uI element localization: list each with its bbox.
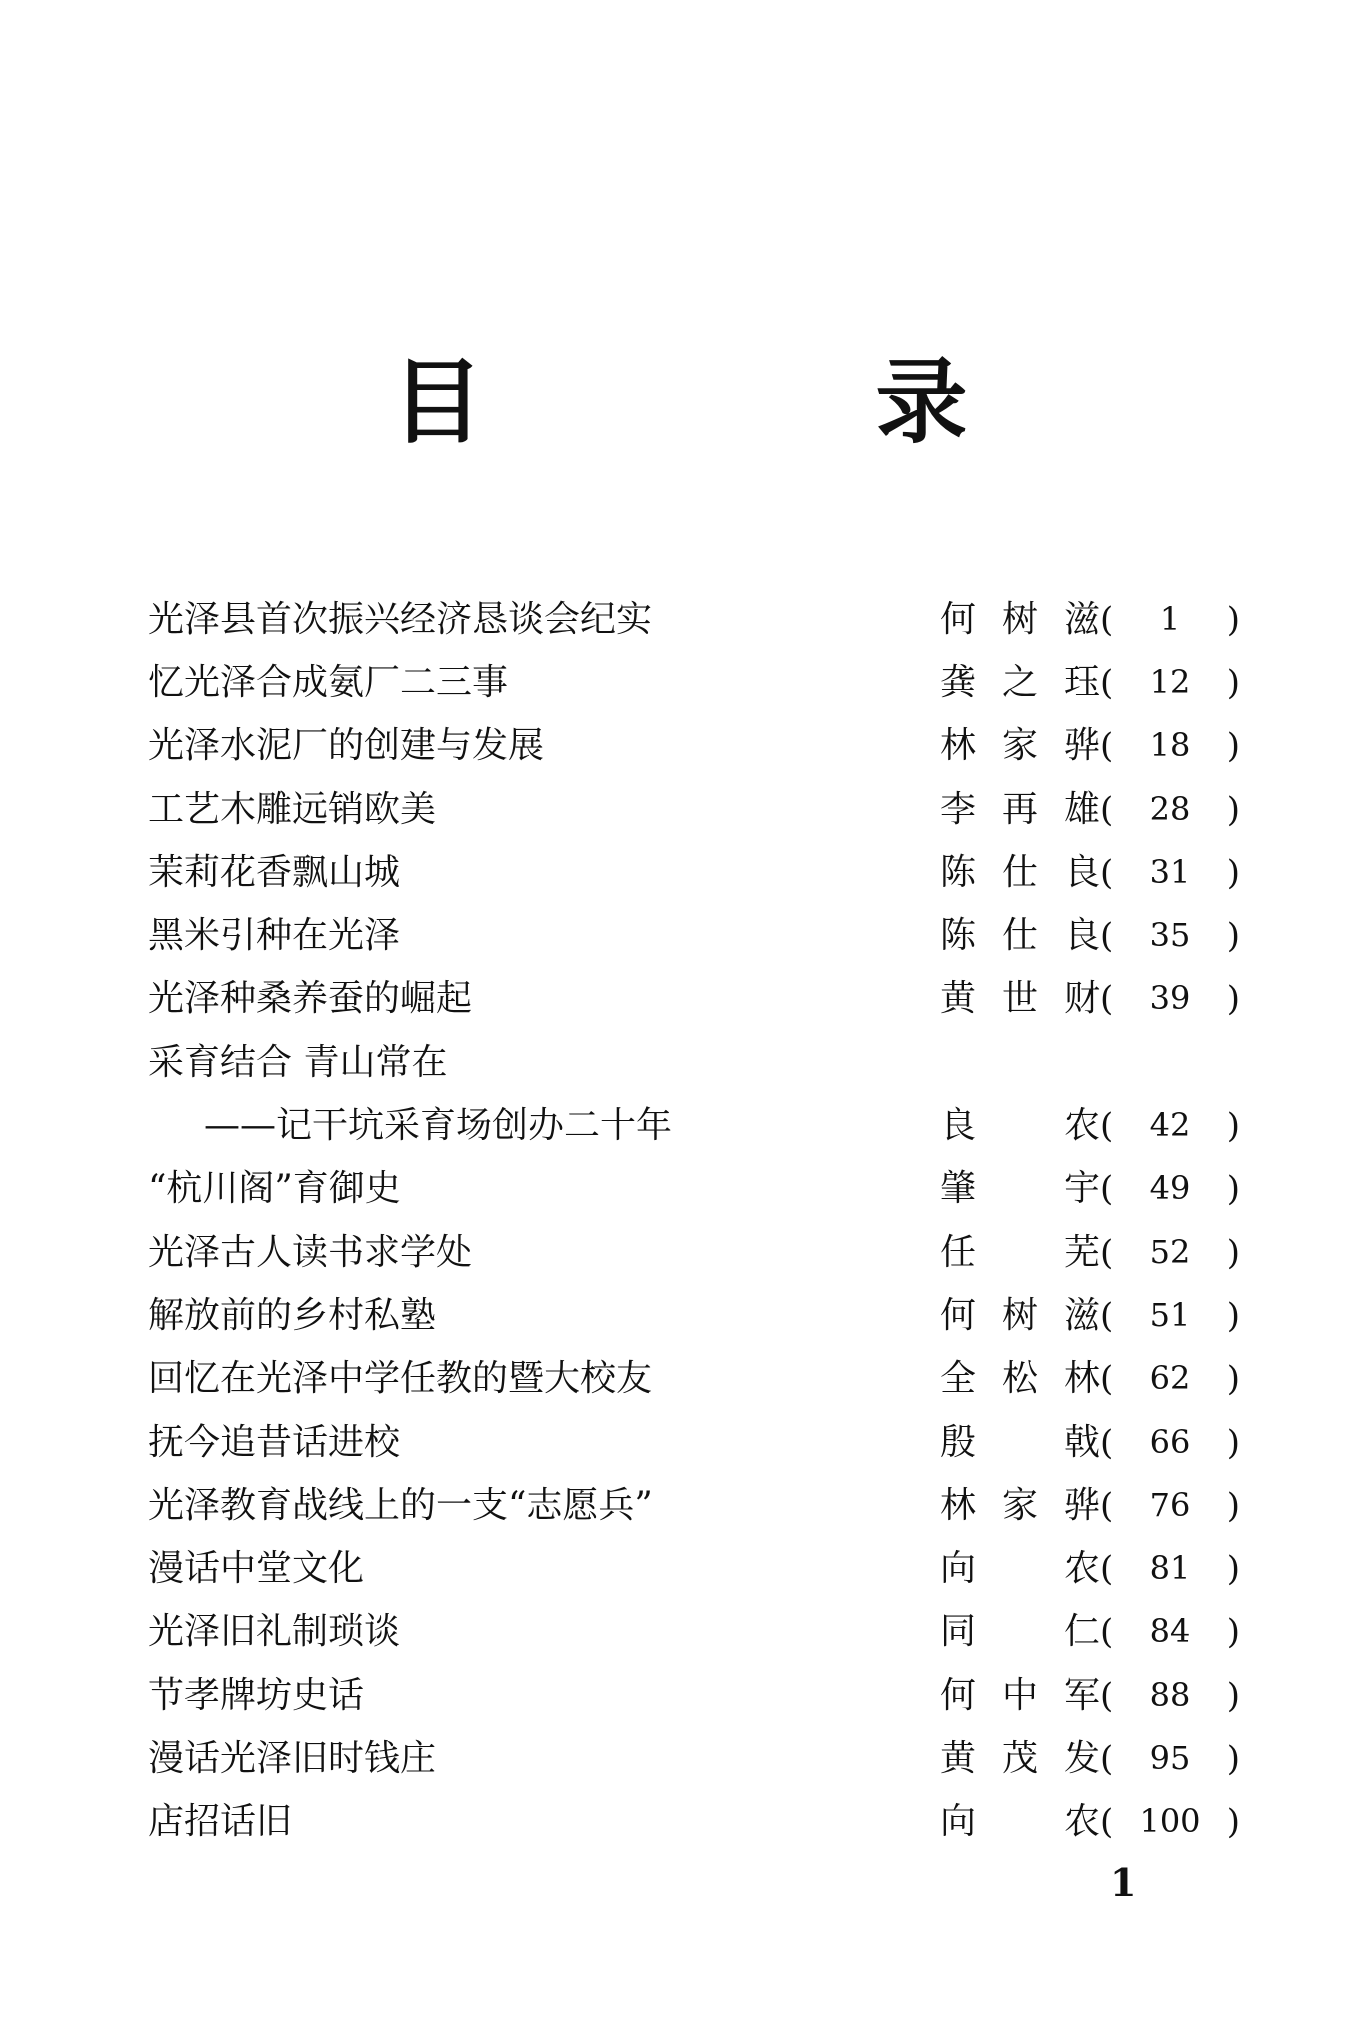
toc-entry-page-ref — [1100, 1422, 1240, 1463]
toc-entry-title: 光泽旧礼制琐谈 — [148, 1611, 401, 1653]
toc-entry-title: 光泽种桑养蚕的崛起 — [148, 978, 473, 1020]
toc-entry-author: 陈仕良 — [940, 851, 1100, 893]
toc-entry — [148, 778, 1240, 841]
toc-entry — [148, 651, 1240, 714]
toc-entry-title: ——记干坑采育场创办二十年 — [204, 1105, 673, 1147]
close-paren: ) — [1226, 1612, 1240, 1653]
toc-entry-author: 何树滋 — [940, 1294, 1100, 1336]
toc-entry-title: 回忆在光泽中学任教的暨大校友 — [148, 1358, 653, 1400]
toc-entry-page: 31 — [1149, 852, 1191, 891]
page-number: 1 — [1110, 1860, 1137, 1905]
toc-entry — [148, 1284, 1240, 1347]
toc-entry-page-ref — [1100, 1485, 1240, 1526]
toc-entry-title: 光泽教育战线上的一支“志愿兵” — [148, 1484, 653, 1526]
toc-entry-page-ref — [1100, 1738, 1240, 1779]
toc-entry-title: 光泽县首次振兴经济恳谈会纪实 — [148, 598, 653, 640]
toc-entry — [148, 1094, 1240, 1157]
toc-entry — [148, 1158, 1240, 1221]
toc-entry-page: 62 — [1149, 1359, 1191, 1398]
toc-entry-author: 向 农 — [940, 1548, 1100, 1590]
toc-entry-title: 店招话旧 — [148, 1801, 293, 1843]
dot-leader — [370, 1678, 938, 1714]
toc-entry-page: 28 — [1149, 789, 1191, 828]
toc-entry-title: 光泽古人读书求学处 — [148, 1231, 473, 1273]
toc-entry-title: 抚今追昔话进校 — [148, 1421, 401, 1463]
close-paren: ) — [1226, 1738, 1240, 1779]
open-paren: ( — [1100, 1359, 1114, 1400]
toc-entry-title: 采育结合 青山常在 — [148, 1041, 448, 1083]
toc-entry-page-ref — [1100, 662, 1240, 703]
dot-leader — [442, 792, 938, 828]
toc-entry-page: 49 — [1149, 1169, 1191, 1208]
toc-entry-author: 同 仁 — [940, 1611, 1100, 1653]
toc-entry-page-ref — [1100, 916, 1240, 957]
toc-entry-author: 陈仕良 — [940, 915, 1100, 957]
toc-entry-page: 51 — [1149, 1295, 1191, 1334]
close-paren: ) — [1226, 1106, 1240, 1147]
toc-entry-author: 向 农 — [940, 1801, 1100, 1843]
toc-entry-page: 76 — [1149, 1485, 1191, 1524]
toc-entry-author: 何中军 — [940, 1674, 1100, 1716]
toc-entry-author: 何树滋 — [940, 598, 1100, 640]
dot-leader — [659, 1488, 938, 1524]
open-paren: ( — [1100, 1169, 1114, 1210]
open-paren: ( — [1100, 852, 1114, 893]
open-paren: ( — [1100, 789, 1114, 830]
close-paren: ) — [1226, 599, 1240, 640]
toc-entry-title: 解放前的乡村私塾 — [148, 1294, 437, 1336]
close-paren: ) — [1226, 662, 1240, 703]
toc-entry-page-ref — [1100, 1169, 1240, 1210]
toc-entry — [148, 588, 1240, 651]
toc-entry — [148, 968, 1240, 1031]
toc-entry-page-ref — [1100, 789, 1240, 830]
toc-entry-author: 任 芜 — [940, 1231, 1100, 1273]
dot-leader — [370, 1551, 938, 1587]
toc-entry — [148, 1537, 1240, 1600]
close-paren: ) — [1226, 1295, 1240, 1336]
toc-entry — [148, 1664, 1240, 1727]
toc-entry-page-ref — [1100, 726, 1240, 767]
close-paren: ) — [1226, 1169, 1240, 1210]
open-paren: ( — [1100, 916, 1114, 957]
toc-entry-page-ref — [1100, 1232, 1240, 1273]
close-paren: ) — [1226, 1549, 1240, 1590]
open-paren: ( — [1100, 1549, 1114, 1590]
open-paren: ( — [1100, 1485, 1114, 1526]
dot-leader — [478, 1235, 938, 1271]
dot-leader — [442, 1298, 938, 1334]
close-paren: ) — [1226, 1232, 1240, 1273]
toc-entry-author: 良 农 — [940, 1105, 1100, 1147]
close-paren: ) — [1226, 1802, 1240, 1843]
toc-entry — [148, 1727, 1240, 1790]
toc-entry-page-ref — [1100, 1359, 1240, 1400]
open-paren: ( — [1100, 599, 1114, 640]
dot-leader — [406, 1425, 938, 1461]
close-paren: ) — [1226, 1485, 1240, 1526]
toc-entry-title: 漫话中堂文化 — [148, 1548, 365, 1590]
table-of-contents — [148, 588, 1240, 1854]
toc-entry-title: 漫话光泽旧时钱庄 — [148, 1737, 437, 1779]
toc-entry — [148, 1221, 1240, 1284]
toc-entry-page: 1 — [1159, 599, 1181, 638]
toc-entry-author: 黄茂发 — [940, 1737, 1100, 1779]
close-paren: ) — [1226, 852, 1240, 893]
toc-entry-page-ref — [1100, 1295, 1240, 1336]
toc-entry — [148, 1601, 1240, 1664]
toc-entry — [148, 1474, 1240, 1537]
toc-entry — [148, 904, 1240, 967]
toc-entry-author: 李再雄 — [940, 788, 1100, 830]
toc-entry-page-ref — [1100, 1612, 1240, 1653]
close-paren: ) — [1226, 1359, 1240, 1400]
toc-entry-page-ref — [1100, 1106, 1240, 1147]
page-title: 目 录 — [391, 348, 1148, 456]
toc-entry-author: 林家骅 — [940, 725, 1100, 767]
open-paren: ( — [1100, 1675, 1114, 1716]
toc-entry-page: 18 — [1149, 726, 1191, 765]
open-paren: ( — [1100, 1738, 1114, 1779]
toc-entry-page: 39 — [1149, 979, 1191, 1018]
toc-entry-title: “杭川阁”育御史 — [148, 1168, 401, 1210]
dot-leader — [658, 602, 938, 638]
dot-leader — [298, 1804, 938, 1840]
dot-leader — [658, 1361, 938, 1397]
toc-entry-page-ref — [1100, 599, 1240, 640]
open-paren: ( — [1100, 979, 1114, 1020]
dot-leader — [678, 1108, 938, 1144]
toc-entry — [148, 715, 1240, 778]
toc-entry-page: 52 — [1149, 1232, 1191, 1271]
close-paren: ) — [1226, 979, 1240, 1020]
dot-leader — [406, 855, 938, 891]
toc-entry-title: 节孝牌坊史话 — [148, 1674, 365, 1716]
toc-entry-page: 12 — [1149, 662, 1191, 701]
toc-entry-author: 林家骅 — [940, 1484, 1100, 1526]
toc-entry — [148, 1411, 1240, 1474]
open-paren: ( — [1100, 1106, 1114, 1147]
toc-entry-page-ref — [1100, 1549, 1240, 1590]
toc-entry-author: 全松林 — [940, 1358, 1100, 1400]
toc-entry-author: 殷 戟 — [940, 1421, 1100, 1463]
dot-leader — [514, 665, 938, 701]
open-paren: ( — [1100, 726, 1114, 767]
open-paren: ( — [1100, 1802, 1114, 1843]
toc-entry-page: 42 — [1149, 1106, 1191, 1145]
toc-entry-page: 81 — [1149, 1549, 1191, 1588]
toc-entry-page-ref — [1100, 852, 1240, 893]
dot-leader — [442, 1741, 938, 1777]
toc-entry-page: 84 — [1149, 1612, 1191, 1651]
close-paren: ) — [1226, 1422, 1240, 1463]
toc-entry-title: 忆光泽合成氨厂二三事 — [148, 661, 509, 703]
toc-entry-page-ref — [1100, 1675, 1240, 1716]
open-paren: ( — [1100, 662, 1114, 703]
toc-entry-page-ref — [1100, 1802, 1240, 1843]
toc-entry-author: 肇 宇 — [940, 1168, 1100, 1210]
toc-entry-title: 茉莉花香飘山城 — [148, 851, 401, 893]
toc-entry-page: 100 — [1139, 1802, 1201, 1841]
toc-entry — [148, 1031, 1240, 1094]
dot-leader — [406, 1614, 938, 1650]
dot-leader — [550, 728, 938, 764]
toc-entry-author: 龚之珏 — [940, 661, 1100, 703]
dot-leader — [407, 1171, 938, 1207]
toc-entry-page: 35 — [1149, 916, 1191, 955]
toc-entry-author: 黄世财 — [940, 978, 1100, 1020]
toc-entry-page: 95 — [1149, 1738, 1191, 1777]
toc-entry-page: 88 — [1149, 1675, 1191, 1714]
toc-entry-page-ref — [1100, 979, 1240, 1020]
toc-entry-page: 66 — [1149, 1422, 1191, 1461]
close-paren: ) — [1226, 1675, 1240, 1716]
open-paren: ( — [1100, 1422, 1114, 1463]
toc-entry-title: 光泽水泥厂的创建与发展 — [148, 725, 545, 767]
close-paren: ) — [1226, 789, 1240, 830]
close-paren: ) — [1226, 726, 1240, 767]
open-paren: ( — [1100, 1612, 1114, 1653]
open-paren: ( — [1100, 1295, 1114, 1336]
toc-entry — [148, 1791, 1240, 1854]
dot-leader — [478, 981, 938, 1017]
open-paren: ( — [1100, 1232, 1114, 1273]
dot-leader — [406, 918, 938, 954]
toc-entry-title: 黑米引种在光泽 — [148, 915, 401, 957]
close-paren: ) — [1226, 916, 1240, 957]
toc-entry — [148, 1348, 1240, 1411]
toc-entry — [148, 841, 1240, 904]
toc-entry-title: 工艺木雕远销欧美 — [148, 788, 437, 830]
